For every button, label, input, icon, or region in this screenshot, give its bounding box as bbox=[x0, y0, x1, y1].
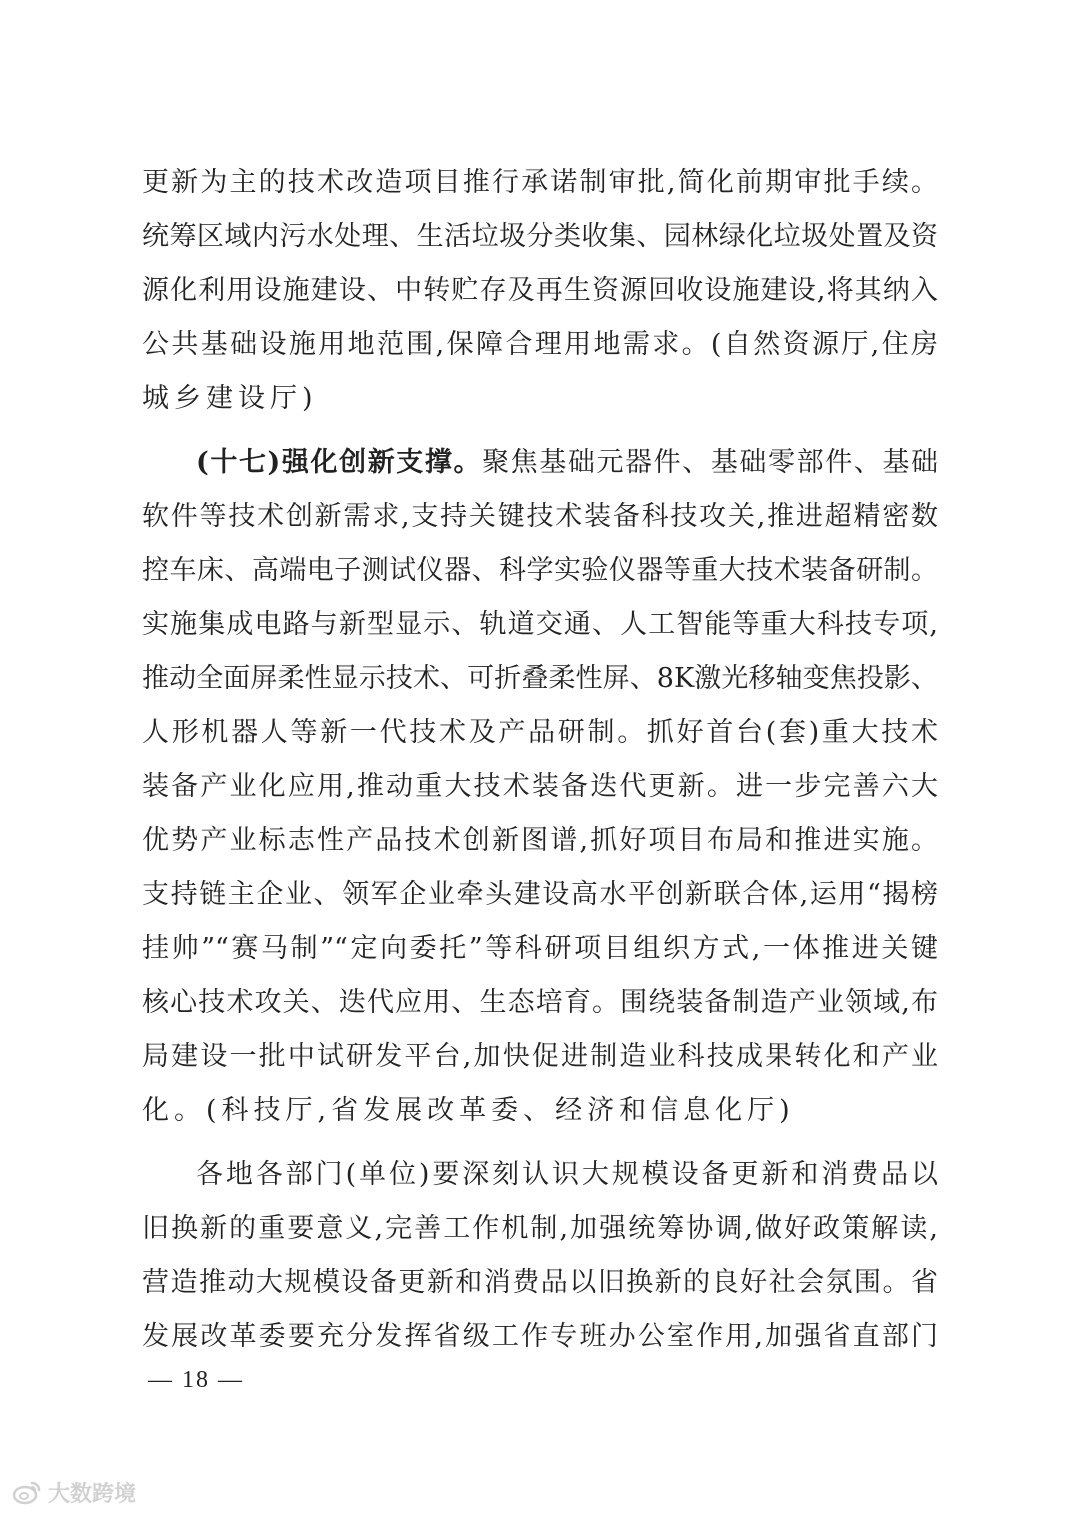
text-line: 软件等技术创新需求,支持关键技术装备科技攻关,推进超精密数 bbox=[142, 501, 938, 532]
text-line: 化。(科技厅,省发展改革委、经济和信息化厅) bbox=[142, 1095, 795, 1126]
section-heading: (十七)强化创新支撑。 bbox=[196, 447, 483, 478]
text-line: 营造推动大规模设备更新和消费品以旧换新的良好社会氛围。省 bbox=[142, 1267, 938, 1298]
watermark-text: 大数跨境 bbox=[48, 1481, 137, 1507]
text-line: 人形机器人等新一代技术及产品研制。抓好首台(套)重大技术 bbox=[142, 717, 938, 748]
text-line: 旧换新的重要意义,完善工作机制,加强统筹协调,做好政策解读, bbox=[142, 1213, 938, 1244]
text-line: 实施集成电路与新型显示、轨道交通、人工智能等重大科技专项, bbox=[142, 609, 938, 640]
page-number: — 18 — bbox=[148, 1367, 244, 1393]
text-line: 推动全面屏柔性显示技术、可折叠柔性屏、8K激光移轴变焦投影、 bbox=[142, 663, 938, 694]
text-line: 公共基础设施用地范围,保障合理用地需求。(自然资源厅,住房 bbox=[142, 329, 938, 360]
text-line: 发展改革委要充分发挥省级工作专班办公室作用,加强省直部门 bbox=[142, 1321, 938, 1352]
watermark bbox=[12, 1472, 136, 1512]
weibo-logo-icon bbox=[12, 1479, 42, 1505]
text-line: 优势产业标志性产品技术创新图谱,抓好项目布局和推进实施。 bbox=[142, 825, 938, 856]
text-line: 统筹区域内污水处理、生活垃圾分类收集、园林绿化垃圾处置及资 bbox=[142, 221, 938, 252]
text-line: 各地各部门(单位)要深刻认识大规模设备更新和消费品以 bbox=[196, 1159, 938, 1190]
text-line: 源化利用设施建设、中转贮存及再生资源回收设施建设,将其纳入 bbox=[142, 275, 938, 306]
text-line: 更新为主的技术改造项目推行承诺制审批,简化前期审批手续。 bbox=[142, 167, 938, 198]
text-line: 控车床、高端电子测试仪器、科学实验仪器等重大技术装备研制。 bbox=[142, 555, 938, 586]
text-line: 挂帅”“赛马制”“定向委托”等科研项目组织方式,一体推进关键 bbox=[142, 933, 938, 964]
text-line: 核心技术攻关、迭代应用、生态培育。围绕装备制造产业领域,布 bbox=[142, 987, 938, 1018]
text-line: 装备产业化应用,推动重大技术装备迭代更新。进一步完善六大 bbox=[142, 771, 938, 802]
section-heading-continuation: 聚焦基础元器件、基础零部件、基础 bbox=[482, 447, 938, 478]
text-line: 城乡建设厅) bbox=[142, 383, 318, 414]
text-line: 支持链主企业、领军企业牵头建设高水平创新联合体,运用“揭榜 bbox=[142, 879, 938, 910]
section-heading-line bbox=[196, 436, 938, 490]
text-line: 局建设一批中试研发平台,加快促进制造业科技成果转化和产业 bbox=[142, 1041, 938, 1072]
